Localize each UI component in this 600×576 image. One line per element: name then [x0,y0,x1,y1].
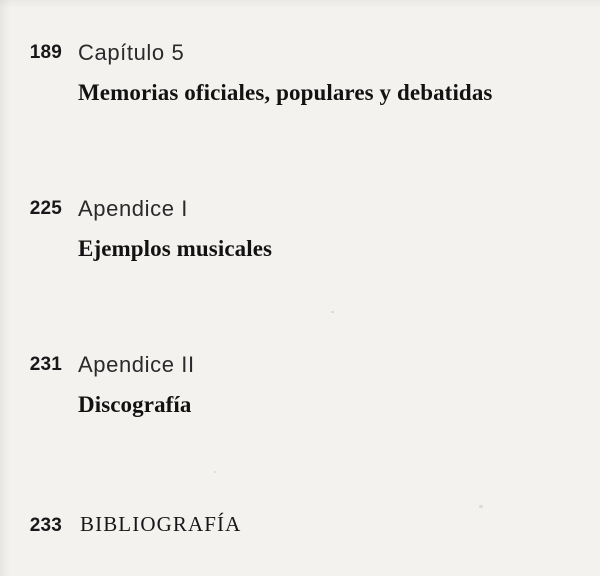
toc-entry-body [62,196,272,263]
toc-entry-page-number: 189 [29,42,62,63]
toc-entry-label: Apendice I [78,196,188,221]
toc-entry [0,40,600,107]
toc-entry-body [62,352,195,419]
toc-entry-page-number: 233 [29,515,62,536]
toc-entry [0,352,600,419]
toc-entry-title: Discografía [78,391,192,417]
paper-speck [479,505,483,508]
toc-entry-label: Capítulo 5 [78,40,185,65]
toc-entry-title: BIBLIOGRAFÍA [80,512,242,536]
toc-entry-title: Memorias oficiales, populares y debatidas [78,79,493,105]
toc-entry-label: Apendice II [78,352,195,377]
toc-entry-body [62,512,241,537]
paper-speck [331,311,334,313]
toc-entry [0,196,600,263]
page-edge-shading-top [0,0,600,8]
toc-entry-body [62,40,492,107]
toc-entry-page-number: 225 [29,198,62,219]
toc-entry-page-number: 231 [29,354,62,375]
paper-speck [214,471,216,473]
toc-entry-title: Ejemplos musicales [78,235,273,261]
toc-entry [0,512,600,537]
